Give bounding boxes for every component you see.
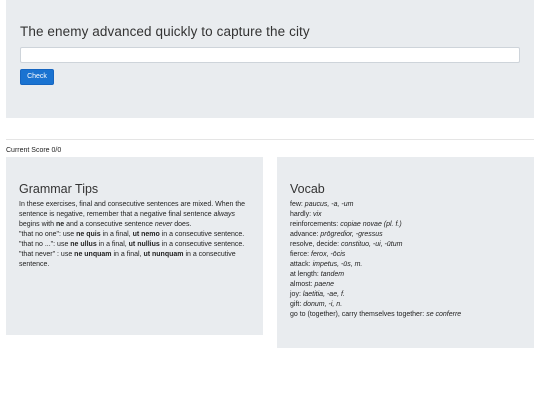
- vocab-english: go to (together), carry themselves together:: [290, 311, 427, 318]
- grammar-tip-no: [19, 240, 251, 250]
- tip-text: and a consecutive sentence: [64, 221, 155, 228]
- vocab-item: [290, 200, 526, 210]
- vocab-english: reinforcements:: [290, 221, 341, 228]
- tip-text: "that no ...": use: [19, 241, 71, 248]
- vocab-latin: ferox, -ōcis: [311, 251, 346, 258]
- current-score: Current Score 0/0: [6, 147, 62, 154]
- vocab-latin: tandem: [320, 271, 345, 278]
- grammar-tip-never: [19, 250, 251, 270]
- vocab-english: advance:: [290, 231, 321, 238]
- vocab-latin: vix: [312, 211, 322, 218]
- grammar-tip-general: [19, 200, 251, 230]
- vocab-item: [290, 310, 526, 320]
- grammar-tip-no-one: [19, 230, 251, 240]
- tip-text: in a final,: [96, 241, 129, 248]
- vocab-item: [290, 210, 526, 220]
- vocab-item: [290, 270, 526, 280]
- vocab-title: Vocab: [290, 182, 325, 196]
- tip-text: begins with: [19, 221, 56, 228]
- vocab-latin: constituo, -ui, -ūtum: [340, 241, 403, 248]
- vocab-english: almost:: [290, 281, 315, 288]
- vocab-item: [290, 300, 526, 310]
- exercise-sentence: The enemy advanced quickly to capture the city: [20, 24, 310, 39]
- vocab-item: [290, 220, 526, 230]
- grammar-tips-text: [19, 200, 251, 270]
- vocab-english: hardly:: [290, 211, 313, 218]
- vocab-english: gift:: [290, 301, 304, 308]
- tip-text: in a consecutive sentence.: [19, 251, 236, 268]
- vocab-latin: laetitia, -ae, f.: [302, 291, 345, 298]
- vocab-item: [290, 230, 526, 240]
- vocab-item: [290, 240, 526, 250]
- vocab-english: attack:: [290, 261, 313, 268]
- tip-text: "that never" : use: [19, 251, 75, 258]
- vocab-english: fierce:: [290, 251, 312, 258]
- check-button[interactable]: Check: [20, 69, 54, 85]
- vocab-latin: donum, -i, n.: [303, 301, 343, 308]
- exercise-panel: [6, 0, 534, 118]
- tip-text: in a consecutive sentence.: [159, 241, 245, 248]
- vocab-list: [290, 200, 526, 320]
- tip-text: does.: [172, 221, 192, 228]
- tip-latin: ut nullius: [128, 241, 160, 248]
- divider: [6, 139, 534, 140]
- vocab-item: [290, 260, 526, 270]
- tip-text: in a final,: [111, 251, 144, 258]
- vocab-english: few:: [290, 201, 305, 208]
- tip-latin: ut nemo: [132, 231, 160, 238]
- vocab-panel: [277, 157, 534, 348]
- tip-text: in a consecutive sentence.: [159, 231, 245, 238]
- vocab-latin: impetus, -ūs, m.: [312, 261, 363, 268]
- vocab-latin: prōgredior, -gressus: [320, 231, 383, 238]
- vocab-item: [290, 250, 526, 260]
- answer-input[interactable]: [20, 47, 520, 63]
- tip-text: In these exercises, final and consecutive sentences are mixed. When the sentence is negative, remember that a negative final sentence: [19, 201, 246, 218]
- grammar-tips-title: Grammar Tips: [19, 182, 99, 196]
- tip-emphasis: never: [154, 221, 173, 228]
- vocab-english: at length:: [290, 271, 321, 278]
- tip-latin: ne: [55, 221, 65, 228]
- tip-latin: ne quis: [76, 231, 101, 238]
- vocab-item: [290, 280, 526, 290]
- tip-text: in a final,: [100, 231, 133, 238]
- tip-latin: ne ullus: [70, 241, 97, 248]
- vocab-latin: copiae novae (pl. f.): [340, 221, 402, 228]
- vocab-english: joy:: [290, 291, 303, 298]
- vocab-latin: paucus, -a, -um: [304, 201, 354, 208]
- grammar-tips-panel: [6, 157, 263, 335]
- tip-emphasis: always: [213, 211, 235, 218]
- vocab-latin: paene: [314, 281, 334, 288]
- tip-text: "that no one": use: [19, 231, 77, 238]
- tip-latin: ut nunquam: [143, 251, 184, 258]
- tip-latin: ne unquam: [74, 251, 112, 258]
- vocab-english: resolve, decide:: [290, 241, 341, 248]
- vocab-latin: se conferre: [426, 311, 462, 318]
- vocab-item: [290, 290, 526, 300]
